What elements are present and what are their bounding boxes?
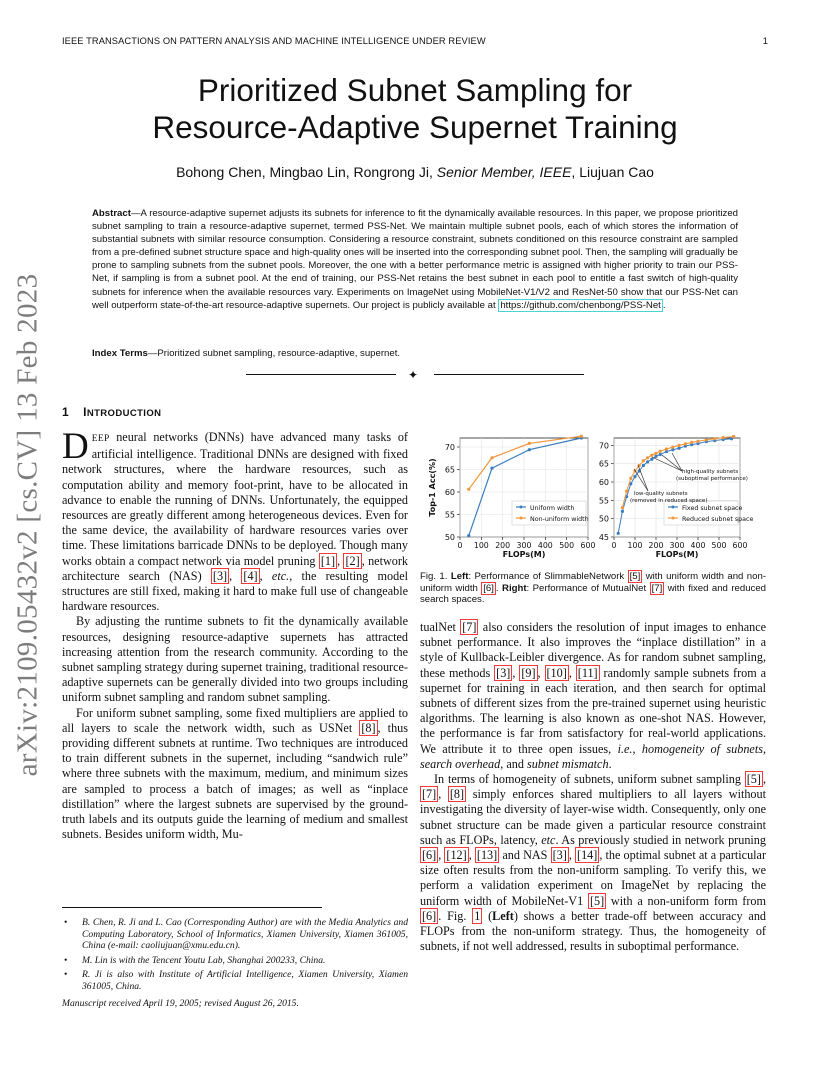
- data-point: [665, 447, 668, 450]
- y-tick-label: 45: [598, 533, 609, 542]
- diamond-icon: ✦: [408, 368, 419, 382]
- title-line-2: Resource-Adaptive Supernet Training: [152, 109, 678, 145]
- data-point: [621, 510, 624, 513]
- citation-link[interactable]: [7]: [651, 582, 663, 594]
- section-title-rest: NTRODUCTION: [86, 408, 162, 419]
- x-tick-label: 400: [690, 541, 706, 550]
- citation-link[interactable]: [4]: [243, 568, 258, 583]
- x-tick-label: 600: [732, 541, 748, 550]
- section-title-initial: I: [83, 405, 87, 419]
- legend-marker: [672, 517, 675, 520]
- paragraph-5: [420, 772, 766, 954]
- y-tick-label: 50: [444, 533, 455, 542]
- legend-marker: [520, 506, 523, 509]
- text-run: randomly sample subnets from a supernet for training in each iteration, and then search for optimal subnets of different sizes from the pre-trained supernet using heuristic algorithms. The learning is also known as one-shot NAS. However, the performance is far from satisfactory for real-world applications. We attribute it to three open issues,: [420, 665, 767, 756]
- text-run: ,: [632, 741, 642, 756]
- page-number: 1: [762, 36, 768, 46]
- citation-link[interactable]: [6]: [422, 908, 437, 923]
- x-tick-label: 100: [473, 541, 489, 550]
- index-terms-label: Index Terms: [92, 348, 148, 359]
- data-point: [722, 436, 725, 439]
- text-run: , network architecture search (NAS): [62, 553, 409, 583]
- text-run: tualNet: [420, 620, 461, 634]
- y-axis-label: Top-1 Acc(%): [428, 458, 437, 517]
- footnote-3: • R. Ji is also with Institute of Artificial Intelligence, Xiamen University, Xiamen 361005, China.: [62, 969, 408, 992]
- y-tick-label: 65: [444, 465, 455, 475]
- text-run: etc: [541, 832, 556, 847]
- data-point: [659, 450, 662, 453]
- text-run: with fixed and reduced search spaces.: [420, 582, 766, 606]
- text-run: In terms of homogeneity of subnets, uniform subnet sampling: [434, 772, 745, 787]
- citation-link[interactable]: [7]: [462, 620, 477, 634]
- text-run: ,: [438, 787, 448, 802]
- text-run: etc.: [271, 568, 290, 583]
- running-header: [62, 36, 768, 46]
- x-axis-label: FLOPs(M): [502, 550, 546, 559]
- left-column: [62, 426, 409, 842]
- x-tick-label: 400: [537, 541, 553, 550]
- data-point: [490, 456, 493, 459]
- abstract-label: Abstract: [92, 208, 131, 219]
- x-tick-label: 600: [580, 541, 596, 550]
- text-run: ,: [568, 665, 576, 680]
- citation-link[interactable]: [6]: [422, 848, 437, 863]
- figure-ref-link[interactable]: 1: [474, 908, 481, 923]
- data-point: [654, 455, 657, 458]
- author-last: , Liujuan Cao: [571, 164, 654, 180]
- data-point: [617, 532, 620, 535]
- text-run: subnet mismatch: [526, 756, 609, 771]
- y-tick-label: 55: [598, 496, 609, 506]
- data-point: [646, 460, 649, 463]
- y-tick-label: 60: [444, 488, 455, 497]
- text-run: ,: [512, 665, 520, 680]
- text-run: Right: [502, 582, 527, 594]
- text-run: with uniform width and non-uniform width: [420, 571, 767, 594]
- x-tick-label: 300: [669, 541, 685, 550]
- y-tick-label: 70: [444, 443, 455, 452]
- x-tick-label: 0: [611, 541, 617, 550]
- text-run: : Performance of SlimmableNetwork: [468, 571, 628, 582]
- citation-link[interactable]: [6]: [483, 582, 494, 594]
- text-run: , and: [500, 756, 527, 771]
- series-line: [469, 436, 582, 489]
- author-membership: Senior Member, IEEE: [436, 164, 572, 180]
- footnote-1: • B. Chen, R. Ji and L. Cao (Corresponding Author) are with the Media Analytics and Computing Laboratory, School of Informatics, Xiamen University, Xiamen 361005, China (e-mail: caoliujuan@xmu.edu.cn).: [62, 917, 408, 952]
- data-point: [625, 490, 628, 493]
- figure-1: [420, 433, 768, 563]
- annotation-text: low-quality subnets: [634, 491, 688, 497]
- data-point: [705, 438, 708, 441]
- legend-marker: [520, 517, 523, 520]
- text-run: . As previously studied in network pruning: [555, 832, 766, 847]
- text-run: , the resulting model structures are still fixed, making it hard to make full use of changeable hardware resources.: [62, 568, 408, 614]
- project-link[interactable]: https://github.com/chenbong/PSS-Net: [500, 299, 661, 311]
- title-line-1: Prioritized Subnet Sampling for: [197, 72, 633, 108]
- paragraph-3: [62, 706, 408, 843]
- text-run: simply enforces shared multipliers to all layers without investigating the diversity of layer-wise width. Consequently, only one subnet structure can be made given a particular resource constraint such as FLOPs, latency,: [420, 787, 767, 847]
- text-run: ,: [537, 665, 545, 680]
- data-point: [528, 442, 531, 445]
- citation-link[interactable]: [5]: [746, 772, 761, 787]
- text-run: Left: [450, 571, 469, 582]
- data-point: [732, 435, 735, 438]
- data-point: [650, 458, 653, 461]
- journal-name: IEEE TRANSACTIONS ON PATTERN ANALYSIS AND MACHINE INTELLIGENCE UNDER REVIEW: [62, 36, 486, 46]
- right-column: [420, 620, 766, 954]
- annotation-text: high-quality subnets: [682, 469, 739, 475]
- text-run: .: [495, 582, 503, 594]
- text-run: neural networks (DNNs) have advanced many tasks of artificial intelligence. Traditional DNNs are designed with fixed network structures, where the hardware resources, such as computation ability and memory foot-print, have to be allocated in advance to enable the running of DNNs. Unfortunately, the equipped resources are greatly different among heterogeneous devices. Even for the same device, the availability of hardware resources varies over time. These limitations barricade DNNs to be deployed. Though many works obtain a compact network via model pruning: [62, 430, 408, 568]
- data-point: [580, 435, 583, 438]
- text-run: ,: [259, 568, 272, 583]
- legend-label: Uniform width: [530, 505, 575, 512]
- x-tick-label: 0: [457, 541, 463, 550]
- data-point: [671, 446, 674, 449]
- text-run: : Performance of MutualNet: [526, 582, 650, 594]
- data-point: [690, 441, 693, 444]
- citation-link[interactable]: [7]: [422, 787, 437, 802]
- text-run: and NAS: [499, 848, 551, 863]
- data-point: [642, 459, 645, 462]
- data-point: [528, 448, 531, 451]
- figure-1-charts: [420, 433, 768, 563]
- lead-in-smallcaps: EEP: [91, 434, 110, 444]
- arxiv-stamp-text: arXiv:2109.05432v2 [cs.CV] 13 Feb 2023: [11, 273, 44, 777]
- footnote-rule: [62, 907, 322, 908]
- legend-marker: [672, 506, 675, 509]
- text-run: ) shows a better trade-off between accuracy and FLOPs from the non-uniform strategy. Thus, the homogeneity of subnets, if not well addressed, results in suboptimal performance.: [420, 908, 767, 954]
- figure-1-caption: [420, 571, 766, 606]
- data-point: [654, 452, 657, 455]
- text-run: ,: [438, 848, 445, 863]
- annotation-text: (removed in reduced space): [630, 498, 708, 504]
- citation-link[interactable]: [10]: [546, 665, 567, 680]
- data-point: [467, 534, 470, 537]
- y-tick-label: 70: [598, 441, 609, 451]
- text-run: For uniform subnet sampling, some fixed multipliers are applied to all layers to scale the network width, such as USNet: [62, 705, 408, 735]
- abstract-end: .: [662, 299, 666, 311]
- text-run: ,: [762, 772, 766, 787]
- index-terms-text: —Prioritized subnet sampling, resource-adaptive, supernet.: [147, 348, 401, 359]
- data-point: [633, 475, 636, 478]
- author-names: Bohong Chen, Mingbao Lin, Rongrong Ji,: [176, 164, 437, 180]
- text-run: Fig. 1.: [420, 571, 451, 582]
- arxiv-stamp: [8, 273, 48, 777]
- y-tick-label: 50: [598, 514, 609, 524]
- citation-link[interactable]: [5]: [629, 571, 641, 582]
- citation-link[interactable]: [9]: [521, 665, 536, 680]
- citation-link[interactable]: [8]: [449, 787, 465, 802]
- x-tick-label: 200: [495, 541, 511, 550]
- section-heading-introduction: [62, 405, 161, 419]
- text-run: ,: [229, 568, 242, 583]
- paragraph-2: By adjusting the runtime subnets to fit the dynamically available resources, designing resource-adaptive supernets has attracted increasing attention from the research community. According to the subnet sampling strategy during supernet training, traditional resource-adaptive supernets can be generally divided into two groups including uniform subnet sampling and random subnet sampling.: [62, 614, 408, 705]
- x-tick-label: 300: [516, 541, 532, 550]
- text-run: ,: [468, 848, 475, 863]
- citation-link[interactable]: [2]: [345, 553, 360, 568]
- drop-cap: D: [62, 426, 89, 467]
- text-run: Left: [492, 908, 514, 923]
- y-tick-label: 55: [444, 510, 455, 520]
- data-point: [678, 447, 681, 450]
- legend-label: Reduced subnet space: [682, 516, 754, 523]
- text-run: .: [608, 756, 612, 771]
- author-list: [62, 164, 768, 180]
- citation-link[interactable]: [13]: [476, 848, 498, 863]
- data-point: [678, 444, 681, 447]
- x-tick-label: 500: [711, 541, 727, 550]
- paper-title: [62, 72, 768, 146]
- paragraph-4: [420, 620, 766, 772]
- text-run: i.e.: [617, 741, 633, 756]
- paragraph-1: [62, 426, 409, 614]
- section-number: 1: [62, 405, 70, 419]
- text-run: (: [482, 908, 493, 923]
- text-run: , the optimal subnet at a particular size often results from the non-uniform sampling. To verify this, we perform a validation experiment on ImageNet by replacing the uniform width of MobileNet-V1: [420, 848, 767, 908]
- section-separator: [246, 368, 584, 382]
- index-terms: [92, 348, 738, 359]
- data-point: [650, 454, 653, 457]
- citation-link[interactable]: [3]: [212, 568, 228, 583]
- data-point: [629, 477, 632, 480]
- text-run: , thus providing different subnets at runtime. Two techniques are introduced to train different subnets in the supernet, including “sandwich rule” where three subnets with the maximum, medium, and minimum sizes are sampled to process a batch of images; as well as “inplace distillation” where the largest subnets are supervised by the ground-truth labels and its outputs guide the learning of medium and smallest subnets. Besides uniform width, Mu-: [62, 720, 408, 842]
- data-point: [621, 506, 624, 509]
- abstract: [92, 207, 738, 312]
- data-point: [642, 464, 645, 467]
- manuscript-note: Manuscript received April 19, 2005; revised August 26, 2015.: [62, 998, 299, 1009]
- x-axis-label: FLOPs(M): [655, 550, 699, 559]
- y-tick-label: 65: [598, 459, 609, 469]
- x-tick-label: 500: [559, 541, 575, 550]
- x-tick-label: 200: [648, 541, 664, 550]
- legend-label: Fixed subnet space: [682, 505, 743, 512]
- citation-link[interactable]: [11]: [577, 665, 598, 680]
- data-point: [684, 442, 687, 445]
- x-tick-label: 100: [627, 541, 643, 550]
- citation-link[interactable]: [3]: [496, 665, 511, 680]
- data-point: [467, 488, 470, 491]
- data-point: [713, 437, 716, 440]
- text-run: ,: [337, 553, 344, 568]
- citation-link[interactable]: [5]: [589, 893, 605, 908]
- footnote-2: • M. Lin is with the Tencent Youtu Lab, Shanghai 200233, China.: [62, 955, 408, 967]
- data-point: [490, 467, 493, 470]
- citation-link[interactable]: [3]: [552, 848, 567, 863]
- text-run: with a non-uniform form from: [606, 893, 767, 908]
- citation-link[interactable]: [14]: [577, 848, 598, 863]
- text-run: homogeneity of subnets, search overhead: [420, 741, 767, 771]
- annotation-text: (suboptimal performance): [676, 476, 748, 482]
- legend-label: Non-uniform width: [530, 516, 589, 523]
- citation-link[interactable]: [1]: [320, 553, 336, 568]
- text-run: also considers the resolution of input images to enhance subnet performance. It also improves the “inplace distillation” in a style of Kullback-Leibler divergence. As for random subnet sampling, these methods: [420, 620, 767, 680]
- data-point: [646, 456, 649, 459]
- data-point: [696, 440, 699, 443]
- citation-link[interactable]: [8]: [361, 720, 376, 735]
- footnotes: [62, 917, 408, 996]
- citation-link[interactable]: [12]: [446, 848, 467, 863]
- text-run: ,: [568, 848, 576, 863]
- y-tick-label: 60: [598, 478, 609, 487]
- abstract-text: —A resource-adaptive supernet adjusts its subnets for inference to fit the dynamically available resources. In this paper, we propose prioritized subnet sampling to train a resource-adaptive supernet, termed PSS-Net. We maintain multiple subnet pools, each of which stores the information of substantial subnets with similar resource consumption. Considering a resource constraint, subnets conditioned on this resource constraint are sampled from a pre-defined subnet structure space and high-quality ones will be inserted into the corresponding subnet pool. Then, the sampling will gradually be prone to sampling subnets from the subnet pools. Moreover, the one with a better performance metric is assigned with higher priority to train our PSS-Net, if sampling is from a subnet pool. At the end of training, our PSS-Net retains the best subnet in each pool to entitle a fast switch of high-quality subnets for inference when the available resources vary. Experiments on ImageNet using MobileNet-V1/V2 and ResNet-50 show that our PSS-Net can well outperform state-of-the-art resource-adaptive supernets. Our project is publicly available at: [92, 208, 738, 311]
- text-run: . Fig.: [438, 908, 473, 923]
- data-point: [659, 453, 662, 456]
